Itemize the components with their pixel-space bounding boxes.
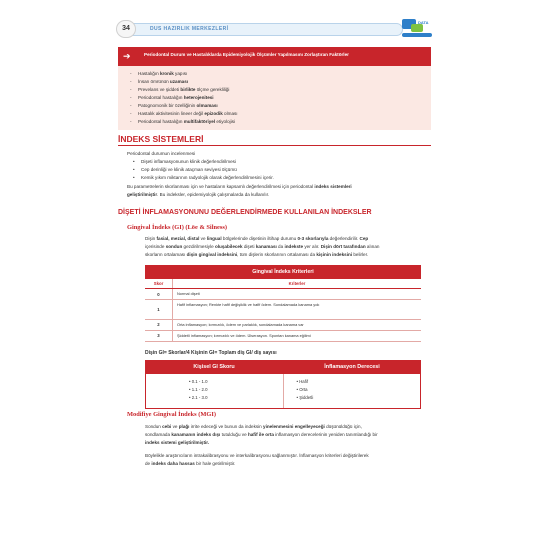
heading-divider xyxy=(118,145,431,146)
index-bullet: • Kemik yıkım miktarının radyolojik olarak değerlendirilmesini içerir. xyxy=(133,175,274,180)
score-column-header: Skor xyxy=(145,279,173,288)
table-header-row xyxy=(145,279,421,289)
publisher-logo: DATA xyxy=(402,19,432,39)
table-row: 0 Normal dişeti xyxy=(145,289,421,300)
inflammation-degree: • Orta xyxy=(296,387,308,392)
index-paragraph-line2: geliştirilmiştir. Bu indeksler, epidemiyolojik çalışmalarda da kullanılır. xyxy=(127,192,270,197)
header-title: DUS HAZIRLIK MERKEZLERİ xyxy=(150,26,229,32)
index-bullet: • Cep derinliği ve klinik ataçman seviyesi ölçümü xyxy=(133,167,237,172)
criteria-column-header: Kriterler xyxy=(288,281,306,286)
factor-item: - Hastalığın kronik yapısı xyxy=(130,71,188,76)
inflammation-degree-header: İnflamasyon Derecesi xyxy=(324,364,380,370)
factor-item: - Patognomonik bir özelliğinin olmaması xyxy=(130,103,218,108)
page-number: 34 xyxy=(116,20,136,38)
mgi-text-line: Böylelikle araştırıcıların intrakalibrasyonu ve interkalibrasyonu sağlanmıştır. İnflamasyon kriterleri değiştirilerek xyxy=(145,453,369,458)
index-paragraph: Bu parametrelerin skorlanması için ve hastaların kapsamlı değerlendirilmesi için periodontal indeks sistemleri xyxy=(127,184,352,189)
inflammation-degree: • Hafif xyxy=(296,379,309,384)
factors-box xyxy=(118,66,431,130)
factor-item: - Periodontal hastalığın multifaktöriyel etiyolojisi xyxy=(130,119,236,124)
table-row: 2 Orta inflamasyon; kırmızılık, ödem ve parlaklık, sondalamada kanama var xyxy=(145,320,421,331)
factor-item: - İnsan ömrünün uzaması xyxy=(130,79,189,84)
factor-item: - Hastalık aktivitesinin lineer değil epizodik olması xyxy=(130,111,238,116)
index-bullet: • Dişeti inflamasyonunun klinik değerlendirilmesi xyxy=(133,159,236,164)
score-table-header xyxy=(145,360,421,374)
mgi-text-line: de indeks daha hassas bir hale getirilmiştir. xyxy=(145,461,236,466)
factors-banner xyxy=(118,47,431,66)
score-range: • 0.1 - 1.0 xyxy=(189,379,208,384)
gi-text-line: içerisinde sondun gezdirilmesiyle oluşabilecek dişeti kanaması da indekste yer alır. Dişin dört tarafından alınan xyxy=(145,244,380,249)
gingival-indices-heading: DİŞETİ İNFLAMASYONUNU DEĞERLENDİRMEDE KULLANILAN İNDEKSLER xyxy=(118,209,372,216)
score-table-body xyxy=(145,374,421,409)
arrow-icon: ➔ xyxy=(123,51,131,61)
mgi-text-line: indeks sistemi geliştirilmiştir. xyxy=(145,440,210,445)
table-row: 1 Hafif inflamasyon; Renkte hafif değişiklik ve hafif ödem. Sondalamada kanama yok xyxy=(145,300,421,319)
factor-item: - Periodontal hastalığın heterojenitesi xyxy=(130,95,214,100)
gi-heading: Gingival İndeks (GI) (Löe & Silness) xyxy=(127,224,227,231)
table-row: 3 Şiddetli inflamasyon; kırmızılık ve ödem. Ülserasyon. Spontan kanama eğilimi xyxy=(145,331,421,342)
gi-formula: Dişin GI= Skorlar/4 Kişinin GI= Toplam diş GI/ diş sayısı xyxy=(145,350,277,356)
gi-criteria-table xyxy=(145,265,421,342)
inflammation-degree: • Şiddetli xyxy=(296,395,314,400)
mgi-heading: Modifiye Gingival İndeks (MGI) xyxy=(127,411,216,418)
gi-text-line: Dişin fasial, mezial, distal ve lingual bölgelerinde dişetinin iltihap durumu 0-3 skorlarıyla değerlendirilir. Cep xyxy=(145,236,369,241)
gi-text-line: skorların ortalaması dişin gingival indeksini, tüm dişlerin skorlarının ortalaması da kişinin indeksini belirler. xyxy=(145,252,369,257)
mgi-text-line: sondlamada kanamanın indeks dışı tutulduğu ve hafif ile orta inflamasyon derecelerinin yeniden tanımlandığı bir xyxy=(145,432,378,437)
personal-gi-score-header: Kişisel GI Skoru xyxy=(193,364,235,370)
banner-title: Periodontal Durum ve Hastalıklarda Epidemiyolojik Ölçümler Yapılmasını Zorlaştıran Faktörler xyxy=(144,52,349,57)
mgi-text-line: Sondun cebi ve plağı irrite edeceği ve bunun da indeksin yinelenmesini engelleyeceği düşünüldüğü için, xyxy=(145,424,362,429)
gi-criteria-title: Gingival İndeks Kriterleri xyxy=(145,265,421,279)
gi-score-table xyxy=(145,360,421,409)
factor-item: - Prevelans ve şiddeti birlikte ölçme gerekliliği xyxy=(130,87,230,92)
index-intro: Periodontal durumun incelenmesi xyxy=(127,151,196,156)
index-systems-heading: İNDEKS SİSTEMLERİ xyxy=(118,134,204,144)
score-range: • 1.1 - 2.0 xyxy=(189,387,208,392)
score-range: • 2.1 - 3.0 xyxy=(189,395,208,400)
